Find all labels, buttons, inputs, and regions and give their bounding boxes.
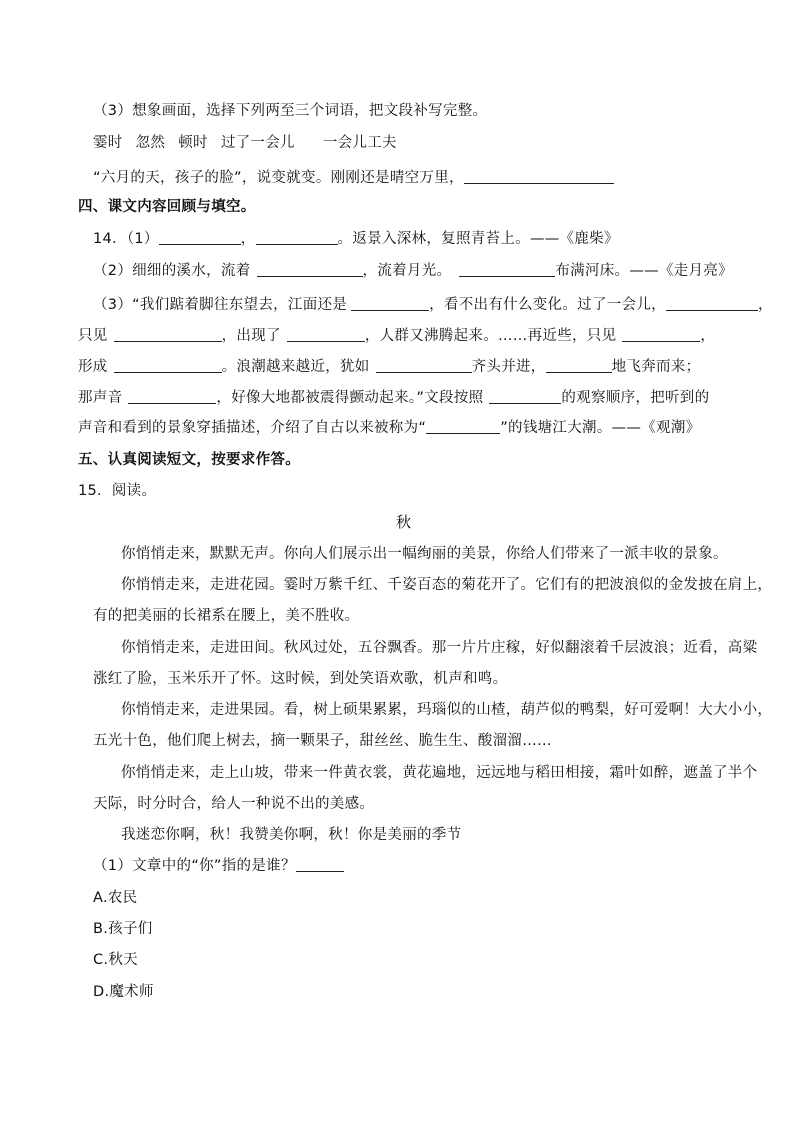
q14-part3-line1: （3）“我们踮着脚往东望去，江面还是 ，看不出有什么变化。过了一会儿， ， <box>93 297 773 313</box>
paragraph-line: 你悄悄走来，默默无声。你向人们展示出一幅绚丽的美景，你给人们带来了一派丰收的景象。 <box>121 546 728 562</box>
paragraph-line: 你悄悄走来，走进田间。秋风过处，五谷飘香。那一片片庄稼，好似翻滚着千层波浪；近看，高粱 <box>121 640 758 656</box>
answer-blank[interactable] <box>464 169 614 184</box>
section4-heading: 四、课文内容回顾与填空。 <box>78 199 256 215</box>
answer-blank[interactable] <box>114 327 222 342</box>
answer-blank[interactable] <box>257 262 363 277</box>
word-4: 过了一会儿 <box>220 135 295 151</box>
answer-blank[interactable] <box>287 327 365 342</box>
q14-part2: （2）细细的溪水，流着 ，流着月光。 布满河床。——《走月亮》 <box>93 263 733 279</box>
word-2: 忽然 <box>135 135 166 151</box>
q3-sentence: “六月的天，孩子的脸”，说变就变。刚刚还是晴空万里， <box>93 168 614 188</box>
option-a[interactable]: A.农民 <box>93 890 138 906</box>
q14-part3-line2: 只见 ，出现了 ，人群又沸腾起来。……再近些，只见 ， <box>78 328 716 344</box>
q15-sub1: （1）文章中的“你”指的是谁？ <box>93 856 344 876</box>
section5-heading: 五、认真阅读短文，按要求作答。 <box>78 452 300 468</box>
q14-part3-line5: 声音和看到的景象穿插描述，介绍了自古以来被称为“ ”的钱塘江大潮。——《观潮》 <box>78 420 701 436</box>
option-d[interactable]: D.魔术师 <box>93 984 154 1000</box>
paragraph-line: 我迷恋你啊，秋！我赞美你啊，秋！你是美丽的季节 <box>121 827 462 843</box>
q3-prompt: （3）想象画面，选择下列两至三个词语，把文段补写完整。 <box>93 103 488 119</box>
q14-part1: 14．（1） ， 。返景入深林，复照青苔上。——《鹿柴》 <box>93 231 619 247</box>
paragraph-line: 天际，时分时合，给人一种说不出的美感。 <box>93 796 375 812</box>
word-1: 霎时 <box>93 135 123 151</box>
word-5: 一会儿工夫 <box>322 135 397 151</box>
answer-blank[interactable] <box>351 296 429 311</box>
paragraph-line: 你悄悄走来，走进果园。看，树上硕果累累，玛瑙似的山楂，葫芦似的鸭梨，好可爱啊！大大小小， <box>121 702 773 718</box>
answer-blank[interactable] <box>114 358 222 373</box>
q15-label: 15．阅读。 <box>78 483 157 499</box>
paragraph-line: 涨红了脸，玉米乐开了怀。这时候，到处笑语欢歌，机声和鸣。 <box>93 671 508 687</box>
q14-part3-line3: 形成 。浪潮越来越近，犹如 齐头并进， 地飞奔而来； <box>78 359 701 375</box>
answer-blank[interactable] <box>376 358 472 373</box>
answer-blank[interactable] <box>296 857 344 872</box>
answer-blank[interactable] <box>666 296 758 311</box>
answer-blank[interactable] <box>489 389 561 404</box>
q14-part3-line4: 那声音 ，好像大地都被震得颤动起来。”文段按照 的观察顺序，把听到的 <box>78 390 710 406</box>
option-c[interactable]: C.秋天 <box>93 952 138 968</box>
answer-blank[interactable] <box>546 358 612 373</box>
answer-blank[interactable] <box>459 262 555 277</box>
paragraph-line: 五光十色，他们爬上树去，摘一颗果子，甜丝丝、脆生生、酸溜溜…… <box>93 733 552 749</box>
answer-blank[interactable] <box>128 389 216 404</box>
answer-blank[interactable] <box>256 230 338 245</box>
paragraph-line: 有的把美丽的长裙系在腰上，美不胜收。 <box>93 608 360 624</box>
paragraph-line: 你悄悄走来，走进花园。霎时万紫千红、千姿百态的菊花开了。它们有的把波浪似的金发披在肩上， <box>121 577 773 593</box>
q3-word-bank <box>93 133 397 153</box>
answer-blank[interactable] <box>622 327 700 342</box>
answer-blank[interactable] <box>159 230 241 245</box>
word-3: 顿时 <box>178 135 208 151</box>
paragraph-line: 你悄悄走来，走上山坡，带来一件黄衣裳，黄花遍地，远远地与稻田相接，霜叶如醉，遮盖了半个 <box>121 765 758 781</box>
answer-blank[interactable] <box>426 419 500 434</box>
option-b[interactable]: B.孩子们 <box>93 921 153 937</box>
passage-title: 秋 <box>396 513 412 531</box>
